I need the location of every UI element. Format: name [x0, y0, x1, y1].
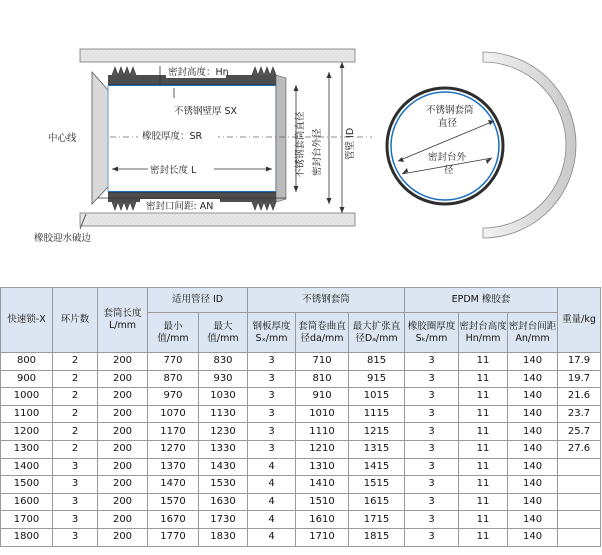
- label-seal-height: 密封高度：Hn: [168, 67, 229, 78]
- table-cell: 3: [405, 440, 459, 458]
- table-cell: 930: [199, 370, 248, 388]
- table-cell: 3: [405, 476, 459, 494]
- header-sleeve-length: 套筒长度L/mm: [98, 288, 148, 353]
- table-row: [1, 458, 601, 476]
- table-cell: 140: [508, 440, 558, 458]
- table-cell: 4: [248, 458, 296, 476]
- table-cell: 140: [508, 511, 558, 529]
- table-cell: 1610: [296, 511, 349, 529]
- table-cell: 1470: [148, 476, 199, 494]
- table-cell: 140: [508, 423, 558, 441]
- label-seal-outer-diameter: 密封台外径: [312, 128, 323, 176]
- table-cell: 3: [405, 423, 459, 441]
- table-cell: 3: [405, 458, 459, 476]
- table-cell: 11: [459, 511, 508, 529]
- table-cell: 200: [98, 353, 148, 371]
- table-cell: 140: [508, 528, 558, 546]
- header-max-expand-dia: 最大扩张直径Dₐ/mm: [349, 313, 405, 353]
- table-row: [1, 370, 601, 388]
- table-cell: 1830: [199, 528, 248, 546]
- table-cell: 140: [508, 493, 558, 511]
- table-cell: 1015: [349, 388, 405, 406]
- table-cell: 1330: [199, 440, 248, 458]
- table-cell: 11: [459, 370, 508, 388]
- table-cell: 200: [98, 423, 148, 441]
- label-sleeve-bend-diameter: 不锈钢套筒直径: [295, 111, 306, 178]
- table-cell: 1615: [349, 493, 405, 511]
- table-cell: 3: [53, 493, 98, 511]
- table-cell: 815: [349, 353, 405, 371]
- table-cell: 1710: [296, 528, 349, 546]
- table-cell: 3: [405, 493, 459, 511]
- table-cell: 11: [459, 476, 508, 494]
- header-steel-thickness: 钢板厚度Sₓ/mm: [248, 313, 296, 353]
- table-cell: 11: [459, 493, 508, 511]
- cross-section: [387, 52, 576, 238]
- label-rubber-thickness: 橡胶厚度：SR: [142, 131, 203, 142]
- header-epdm-group: EPDM 橡胶套: [405, 288, 558, 313]
- label-seal-gap: 密封口间距: AN: [146, 201, 214, 212]
- table-cell: 3: [248, 370, 296, 388]
- table-cell: 3: [405, 405, 459, 423]
- table-cell: 1510: [296, 493, 349, 511]
- table-cell: 11: [459, 440, 508, 458]
- spec-table-body: [1, 353, 601, 547]
- table-cell: 1770: [148, 528, 199, 546]
- table-cell: 200: [98, 388, 148, 406]
- table-cell: 1370: [148, 458, 199, 476]
- table-cell: 1115: [349, 405, 405, 423]
- table-cell: 3: [248, 388, 296, 406]
- table-cell: 1270: [148, 440, 199, 458]
- table-cell: 1430: [199, 458, 248, 476]
- table-cell: 830: [199, 353, 248, 371]
- table-cell: 2: [53, 423, 98, 441]
- table-row: [1, 493, 601, 511]
- table-cell: 3: [248, 440, 296, 458]
- table-cell: 200: [98, 370, 148, 388]
- table-cell: 1310: [296, 458, 349, 476]
- table-cell: 3: [53, 511, 98, 529]
- table-cell: 25.7: [558, 423, 601, 441]
- header-max: 最大值/mm: [199, 313, 248, 353]
- table-cell: [558, 493, 601, 511]
- label-steel-thickness: 不锈钢壁厚 SX: [174, 106, 238, 117]
- table-cell: 1300: [1, 440, 53, 458]
- pipe-wall-bottom: [80, 213, 355, 226]
- table-cell: 140: [508, 458, 558, 476]
- table-cell: 3: [405, 370, 459, 388]
- table-cell: 1170: [148, 423, 199, 441]
- table-cell: 1670: [148, 511, 199, 529]
- table-row: [1, 388, 601, 406]
- spec-table: [0, 287, 601, 547]
- header-seal-height: 密封台高度Hn/mm: [459, 313, 508, 353]
- table-cell: 1200: [1, 423, 53, 441]
- label-circle-sleeve-diameter: 不锈钢套筒直径: [426, 105, 474, 129]
- header-pipe-id-group: 适用管径 ID: [148, 288, 248, 313]
- table-cell: 1215: [349, 423, 405, 441]
- table-cell: 800: [1, 353, 53, 371]
- table-cell: 3: [405, 388, 459, 406]
- table-cell: 1600: [1, 493, 53, 511]
- table-cell: 200: [98, 476, 148, 494]
- table-cell: 23.7: [558, 405, 601, 423]
- table-cell: 1730: [199, 511, 248, 529]
- table-cell: 900: [1, 370, 53, 388]
- table-cell: 11: [459, 405, 508, 423]
- table-cell: 140: [508, 388, 558, 406]
- header-sleeve-bend-dia: 套筒卷曲直径da/mm: [296, 313, 349, 353]
- table-cell: 1500: [1, 476, 53, 494]
- table-cell: 910: [296, 388, 349, 406]
- table-cell: [558, 476, 601, 494]
- table-row: [1, 405, 601, 423]
- table-cell: 3: [53, 528, 98, 546]
- header-rubber-thickness: 橡胶圈厚度Sₖ/mm: [405, 313, 459, 353]
- table-cell: 1410: [296, 476, 349, 494]
- table-cell: 11: [459, 458, 508, 476]
- table-cell: 11: [459, 388, 508, 406]
- table-cell: 870: [148, 370, 199, 388]
- table-cell: 2: [53, 370, 98, 388]
- table-row: [1, 528, 601, 546]
- table-cell: 200: [98, 458, 148, 476]
- table-cell: 1530: [199, 476, 248, 494]
- table-cell: 1400: [1, 458, 53, 476]
- table-cell: 2: [53, 440, 98, 458]
- table-cell: 1800: [1, 528, 53, 546]
- table-cell: 200: [98, 528, 148, 546]
- table-cell: 970: [148, 388, 199, 406]
- table-row: [1, 440, 601, 458]
- table-cell: 4: [248, 493, 296, 511]
- table-cell: 140: [508, 476, 558, 494]
- table-cell: 1315: [349, 440, 405, 458]
- table-cell: 200: [98, 440, 148, 458]
- table-cell: [558, 511, 601, 529]
- table-cell: 3: [405, 353, 459, 371]
- table-cell: 770: [148, 353, 199, 371]
- table-row: [1, 423, 601, 441]
- table-cell: 1515: [349, 476, 405, 494]
- table-cell: 1110: [296, 423, 349, 441]
- table-cell: 1630: [199, 493, 248, 511]
- table-cell: 1000: [1, 388, 53, 406]
- header-steel-group: 不锈钢套筒: [248, 288, 405, 313]
- table-cell: 1230: [199, 423, 248, 441]
- table-cell: 3: [248, 405, 296, 423]
- table-cell: [558, 528, 601, 546]
- table-cell: 1700: [1, 511, 53, 529]
- table-cell: 200: [98, 511, 148, 529]
- table-cell: 3: [248, 353, 296, 371]
- label-circle-seal-outer-diameter: 密封台外径: [428, 152, 467, 176]
- label-center-line: 中心线: [48, 133, 77, 144]
- table-cell: 2: [53, 388, 98, 406]
- table-cell: 3: [53, 476, 98, 494]
- header-model: 快速锁-X: [1, 288, 53, 353]
- table-row: [1, 511, 601, 529]
- table-cell: 17.9: [558, 353, 601, 371]
- table-cell: 1815: [349, 528, 405, 546]
- table-cell: 140: [508, 353, 558, 371]
- table-cell: 200: [98, 405, 148, 423]
- table-cell: 11: [459, 423, 508, 441]
- label-seal-length: 密封长度 L: [150, 165, 197, 176]
- header-seal-gap: 密封台间距An/mm: [508, 313, 558, 353]
- table-cell: 1010: [296, 405, 349, 423]
- table-cell: 2: [53, 353, 98, 371]
- table-cell: 21.6: [558, 388, 601, 406]
- table-cell: 4: [248, 528, 296, 546]
- table-cell: 3: [405, 528, 459, 546]
- table-cell: 200: [98, 493, 148, 511]
- table-cell: 1130: [199, 405, 248, 423]
- label-pipe-wall-id: 管壁 ID: [345, 127, 356, 160]
- table-row: [1, 353, 601, 371]
- table-cell: 4: [248, 511, 296, 529]
- table-cell: 3: [248, 423, 296, 441]
- table-cell: 1715: [349, 511, 405, 529]
- table-cell: 1100: [1, 405, 53, 423]
- table-cell: 915: [349, 370, 405, 388]
- table-cell: 4: [248, 476, 296, 494]
- table-cell: 1030: [199, 388, 248, 406]
- table-cell: 27.6: [558, 440, 601, 458]
- header-rings: 环片数: [53, 288, 98, 353]
- table-cell: 710: [296, 353, 349, 371]
- table-cell: 810: [296, 370, 349, 388]
- label-rubber-edge: 橡胶迎水破边: [34, 233, 92, 244]
- table-cell: 1415: [349, 458, 405, 476]
- table-cell: [558, 458, 601, 476]
- table-cell: 140: [508, 370, 558, 388]
- table-cell: 19.7: [558, 370, 601, 388]
- table-cell: 2: [53, 405, 98, 423]
- table-cell: 3: [405, 511, 459, 529]
- header-min: 最小值/mm: [148, 313, 199, 353]
- table-cell: 1070: [148, 405, 199, 423]
- header-weight: 重量/kg: [558, 288, 601, 353]
- table-cell: 1210: [296, 440, 349, 458]
- table-cell: 11: [459, 353, 508, 371]
- table-cell: 3: [53, 458, 98, 476]
- pipe-wall-top: [80, 49, 355, 62]
- table-cell: 140: [508, 405, 558, 423]
- table-cell: 11: [459, 528, 508, 546]
- table-cell: 1570: [148, 493, 199, 511]
- table-row: [1, 476, 601, 494]
